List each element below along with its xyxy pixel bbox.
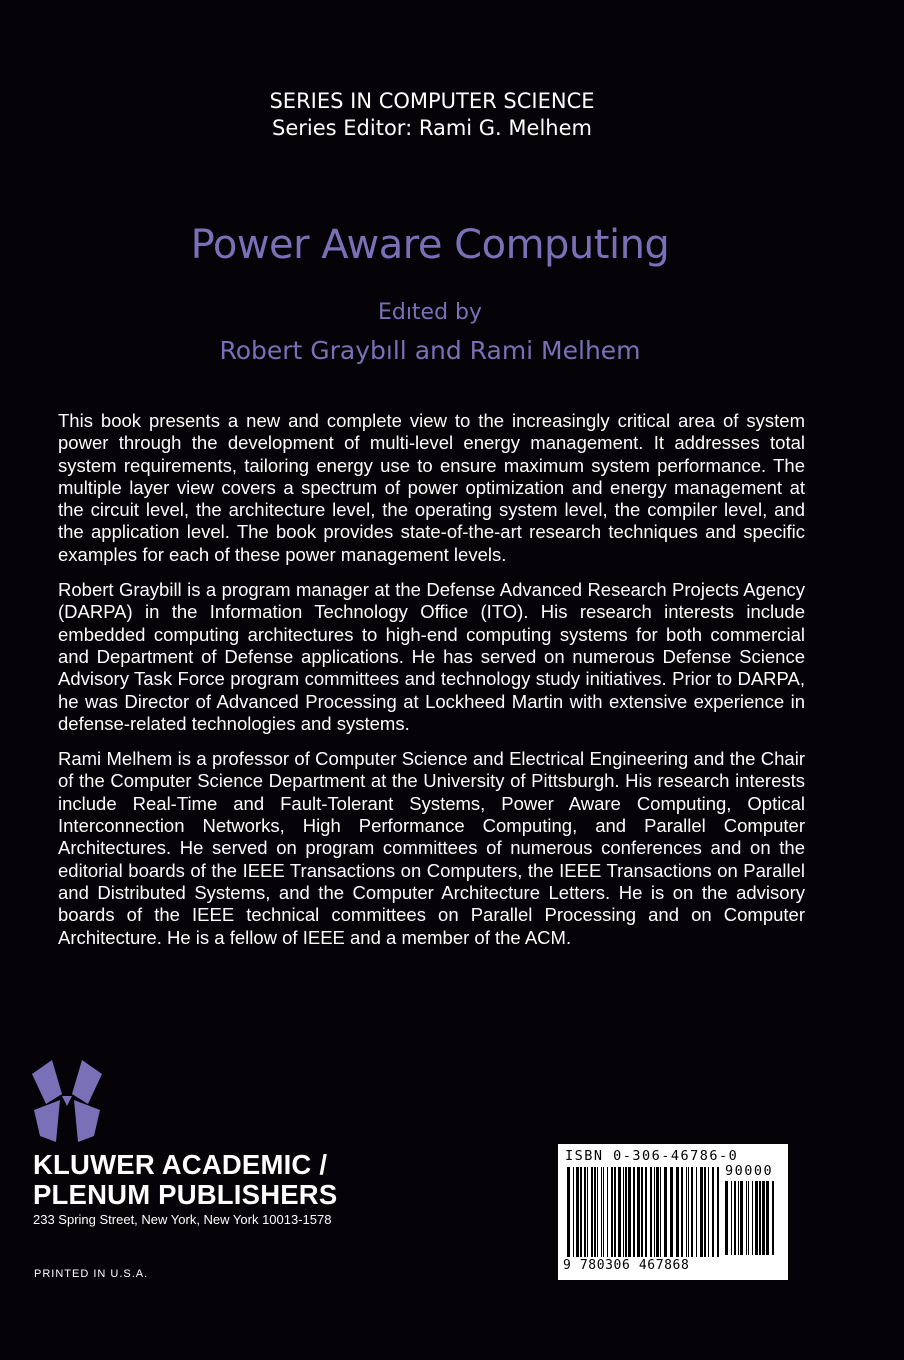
barcode-bar bbox=[725, 1181, 728, 1255]
barcode-bar bbox=[700, 1167, 703, 1257]
barcode-bar bbox=[670, 1167, 673, 1257]
barcode-bar bbox=[580, 1167, 582, 1257]
barcode-bar bbox=[772, 1181, 774, 1255]
barcode-bar bbox=[691, 1167, 693, 1257]
barcode-bar bbox=[681, 1167, 683, 1257]
price-code: 90000 bbox=[725, 1163, 774, 1179]
barcode-bar bbox=[641, 1167, 643, 1257]
barcode-bar bbox=[597, 1167, 598, 1257]
barcode-bar bbox=[762, 1181, 765, 1255]
barcode-bar bbox=[755, 1181, 758, 1255]
book-title: Power Aware Computing bbox=[190, 222, 670, 268]
barcode-bar bbox=[686, 1167, 687, 1257]
barcode-bar bbox=[611, 1167, 613, 1257]
barcode-bar bbox=[708, 1167, 709, 1257]
barcode-bar bbox=[637, 1167, 640, 1257]
book-editors: Robert Graybıll and Rami Melhem bbox=[219, 336, 641, 365]
barcode-bar bbox=[591, 1167, 593, 1257]
barcode-bar bbox=[664, 1167, 667, 1257]
barcode-bar bbox=[573, 1167, 574, 1257]
barcode-bar bbox=[746, 1181, 747, 1255]
kluwer-bird-logo-icon bbox=[32, 1060, 102, 1142]
printed-in-label: PRINTED IN U.S.A. bbox=[34, 1268, 149, 1280]
barcode-bar bbox=[576, 1167, 579, 1257]
barcode-bar bbox=[614, 1167, 616, 1257]
barcode-bar bbox=[752, 1181, 753, 1255]
barcode-bar bbox=[607, 1167, 608, 1257]
publisher-line-1: KLUWER ACADEMIC / bbox=[33, 1149, 328, 1180]
description-paragraph: Rami Melhem is a professor of Computer Science and Electrical Engineering and the Chair of the Computer Science Department at the University of Pittsburgh. His research interests include Real-Time and Fault-Tolerant Systems, Power Aware Computing, Optical Interconnection Networks, High Performance Computing, and Parallel Computer Architectures. He served on program committees of numerous conferences and on the editorial boards of the IEEE Transactions on Computers, the IEEE Transactions on Parallel and Distributed Systems, and the Computer Architecture Letters. He is on the advisory boards of the IEEE technical committees on Parallel Processing and on Computer Architecture. He is a fellow of IEEE and a member of the ACM. bbox=[58, 748, 805, 948]
barcode-bar bbox=[688, 1167, 689, 1257]
barcode-bar bbox=[567, 1167, 570, 1257]
barcode-bar bbox=[633, 1167, 635, 1257]
barcode-bar bbox=[618, 1167, 621, 1257]
barcode-bar bbox=[628, 1167, 631, 1257]
edited-by-label: Edıted by bbox=[377, 300, 483, 325]
description-paragraph: This book presents a new and complete view to the increasingly critical area of system power through the development of multi-level energy management. It addresses total system requirements, tailoring energy use to ensure maximum system performance. The multiple layer view covers a spectrum of power optimization and energy management at the circuit level, the architecture level, the operating system level, the compiler level, and the application level. The book provides state-of-the-art research techniques and specific examples for each of these power management levels. bbox=[58, 410, 805, 565]
barcode-bar bbox=[738, 1181, 739, 1255]
barcode-bar bbox=[654, 1167, 655, 1257]
publisher-name bbox=[33, 1150, 337, 1210]
barcode-bar bbox=[594, 1167, 596, 1257]
barcode-bar bbox=[704, 1167, 706, 1257]
barcode-bar bbox=[587, 1167, 588, 1257]
series-editor: Series Editor: Rami G. Melhem bbox=[272, 116, 592, 140]
barcode-bar bbox=[696, 1167, 697, 1257]
price-barcode-bars bbox=[725, 1181, 781, 1257]
barcode-bar bbox=[766, 1181, 769, 1255]
publisher-line-2: PLENUM PUBLISHERS bbox=[33, 1179, 338, 1210]
barcode-bar bbox=[601, 1167, 602, 1257]
barcode-bar bbox=[731, 1181, 732, 1255]
barcode-bar bbox=[748, 1181, 749, 1255]
series-header bbox=[0, 88, 864, 142]
isbn-barcode bbox=[558, 1144, 788, 1280]
ean-digits: 9 780306 467868 bbox=[563, 1258, 690, 1273]
barcode-bar bbox=[759, 1181, 761, 1255]
barcode-bar bbox=[717, 1167, 719, 1257]
barcode-bar bbox=[650, 1167, 652, 1257]
barcode-bar bbox=[656, 1167, 659, 1257]
description-text bbox=[58, 410, 805, 962]
barcode-bar bbox=[625, 1167, 627, 1257]
barcode-bars bbox=[567, 1167, 723, 1259]
barcode-bar bbox=[712, 1167, 714, 1257]
barcode-bar bbox=[740, 1181, 743, 1255]
barcode-bar bbox=[623, 1167, 624, 1257]
series-name: SERIES IN COMPUTER SCIENCE bbox=[269, 89, 595, 113]
barcode-bar bbox=[645, 1167, 647, 1257]
barcode-bar bbox=[660, 1167, 661, 1257]
publisher-address: 233 Spring Street, New York, New York 10013-1578 bbox=[33, 1212, 332, 1227]
barcode-bar bbox=[603, 1167, 604, 1257]
barcode-bar bbox=[584, 1167, 586, 1257]
barcode-bar bbox=[734, 1181, 736, 1255]
description-paragraph: Robert Graybill is a program manager at the Defense Advanced Research Projects Agency (DARPA) in the Information Technology Office (ITO). His research interests include embedded computing architectures to high-end computing systems for both commercial and Department of Defense applications. He has served on numerous Defense Science Advisory Task Force program committees and technology study initiatives. Prior to DARPA, he was Director of Advanced Processing at Lockheed Martin with extensive experience in defense-related technologies and systems. bbox=[58, 579, 805, 734]
barcode-bar bbox=[676, 1167, 679, 1257]
isbn-number: ISBN 0-306-46786-0 bbox=[565, 1148, 739, 1164]
